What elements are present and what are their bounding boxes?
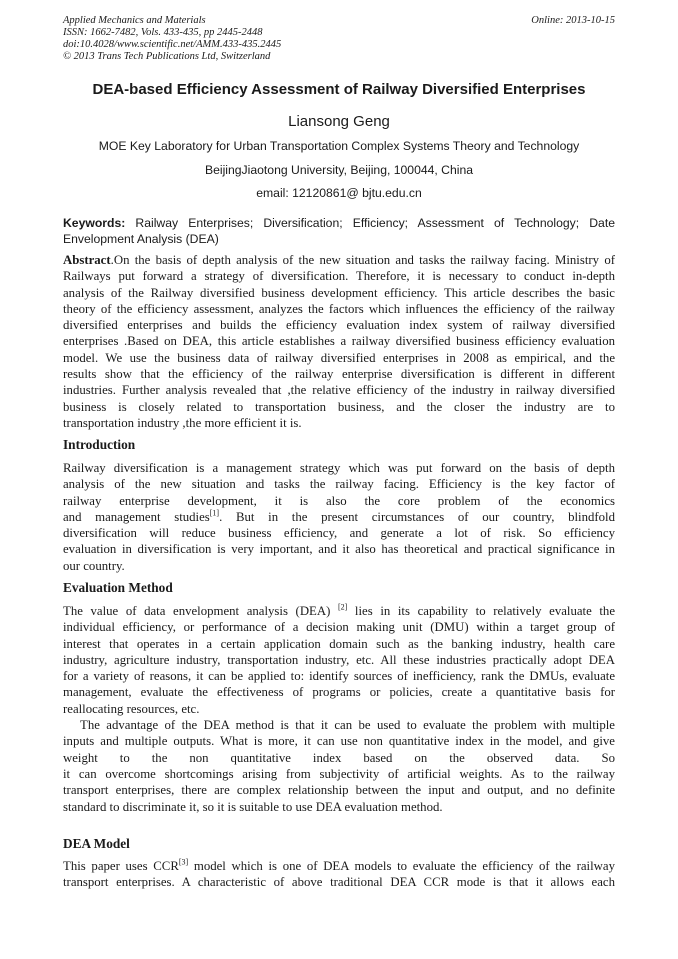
abstract-line: Railways put forward a strategy of diversification. Therefore, it is necessary to conduct in-depth: [63, 269, 615, 284]
keywords-line: Keywords: Railway Enterprises; Diversification; Efficiency; Assessment of Technology; Date: [63, 216, 615, 230]
journal-name: Applied Mechanics and Materials: [63, 15, 206, 26]
evaluation-line: for a variety of reasons, it can be applied to: identify sources of inefficiency, rank the DMUs, evaluate: [63, 669, 615, 684]
affiliation-university: BeijingJiaotong University, Beijing, 100044, China: [204, 163, 474, 177]
affiliation-email: email: 12120861@ bjtu.edu.cn: [256, 186, 422, 200]
citation-ref: [1]: [209, 508, 220, 518]
abstract-line: analysis of the Railway diversified business development efficiency. This article describes the basic: [63, 285, 615, 300]
introduction-line: and management studies[1]. But in the present circumstances of our country, blindfold: [63, 508, 615, 524]
evaluation-line: weight to the non quantitative index based on the observed data. So: [63, 750, 615, 765]
evaluation-line: inputs and multiple outputs. What is more, it can use non quantitative index in the model, and give: [63, 734, 615, 749]
evaluation-line: it can overcome shortcomings arising from subjectivity of artificial weights. As to the railway: [63, 766, 615, 781]
author-name: Liansong Geng: [288, 113, 390, 130]
abstract-line: enterprises .Based on DEA, this article establishes a railway diversified business efficiency evaluation: [63, 334, 615, 349]
evaluation-line: interest that operates in a certain application domain such as the banking industry, health care: [63, 636, 615, 651]
evaluation-line: industry, agriculture industry, transportation industry, etc. All these industries practically adopt DEA: [63, 652, 615, 667]
introduction-body: [63, 460, 615, 574]
dea-model-line: This paper uses CCR[3] model which is one of DEA models to evaluate the efficiency of the railway: [63, 857, 615, 873]
abstract-line: results show that the efficiency of the railway enterprise diversification is different in different: [63, 367, 615, 382]
evaluation-line: individual efficiency, or performance of a decision making unit (DMU) within a target group of: [63, 620, 615, 635]
keywords-label: Keywords:: [63, 216, 126, 230]
abstract-line: model. We use the business data of railway diversified enterprises in 2008 as empirical, and the: [63, 350, 615, 365]
issn-line: ISSN: 1662-7482, Vols. 433-435, pp 2445-2448: [63, 27, 263, 38]
abstract-line: Abstract.On the basis of depth analysis of the new situation and tasks the railway facing. Ministry of: [63, 253, 615, 267]
abstract-line: theory of the efficiency assessment, analyzes the factors which influences the efficiency of the railway: [63, 301, 615, 316]
dea-model-body: [63, 858, 615, 891]
keywords-line: Envelopment Analysis (DEA): [63, 232, 219, 246]
dea-model-heading: DEA Model: [63, 836, 130, 851]
citation-ref: [3]: [178, 857, 189, 867]
abstract-label: Abstract: [63, 253, 111, 267]
abstract-line: transportation industry ,the more efficient it is.: [63, 415, 302, 430]
doi-line: doi:10.4028/www.scientific.net/AMM.433-435.2445: [63, 39, 282, 50]
introduction-line: evaluation in diversification is very important, and it also has theoretical and practical significance in: [63, 542, 615, 557]
dea-model-line: transport enterprises. A characteristic of above traditional DEA CCR mode is that it allows each: [63, 875, 615, 890]
evaluation-line: reallocating resources, etc.: [63, 701, 200, 716]
affiliation-lab: MOE Key Laboratory for Urban Transportation Complex Systems Theory and Technology: [98, 139, 580, 153]
abstract-line: business is closely related to transportation business, and the closer the industry are to: [63, 399, 615, 414]
evaluation-heading: Evaluation Method: [63, 580, 173, 595]
journal-header: [63, 15, 615, 63]
abstract-line: industries. Further analysis revealed that ,the relative efficiency of the industry in railway diversified: [63, 383, 615, 398]
introduction-line: our country.: [63, 558, 125, 573]
citation-ref: [2]: [338, 602, 348, 612]
introduction-line: diversification will reduce business efficiency, and generate a lot of risk. So efficiency: [63, 526, 615, 541]
abstract-line: diversified enterprises and builds the efficiency evaluation index system of railway diversified: [63, 318, 615, 333]
online-date: Online: 2013-10-15: [531, 15, 615, 26]
abstract: [63, 252, 615, 431]
evaluation-line: The value of data envelopment analysis (DEA) [2] lies in its capability to relatively evaluate the: [63, 602, 616, 618]
introduction-line: analysis of the new situation and tasks the railway facing. Efficiency is the key factor of: [63, 477, 615, 492]
evaluation-body: [63, 603, 615, 815]
keywords: [63, 215, 615, 247]
evaluation-line: management, evaluate the effectiveness of programs or policies, create a quantitative basis for: [63, 685, 615, 700]
copyright-line: © 2013 Trans Tech Publications Ltd, Switzerland: [63, 51, 271, 62]
introduction-line: railway enterprise development, it is also the core problem of the economics: [63, 493, 615, 508]
evaluation-line: The advantage of the DEA method is that it can be used to evaluate the problem with multiple: [80, 718, 615, 733]
paper-title: DEA-based Efficiency Assessment of Railway Diversified Enterprises: [92, 81, 586, 98]
introduction-line: Railway diversification is a management strategy which was put forward on the basis of depth: [63, 461, 615, 475]
evaluation-line: transport enterprises, there are complex relationship between the input and output, and no definite: [63, 783, 615, 798]
introduction-heading: Introduction: [63, 437, 136, 452]
evaluation-line: standard to discriminate it, so it is suitable to use DEA evaluation method.: [63, 799, 443, 814]
